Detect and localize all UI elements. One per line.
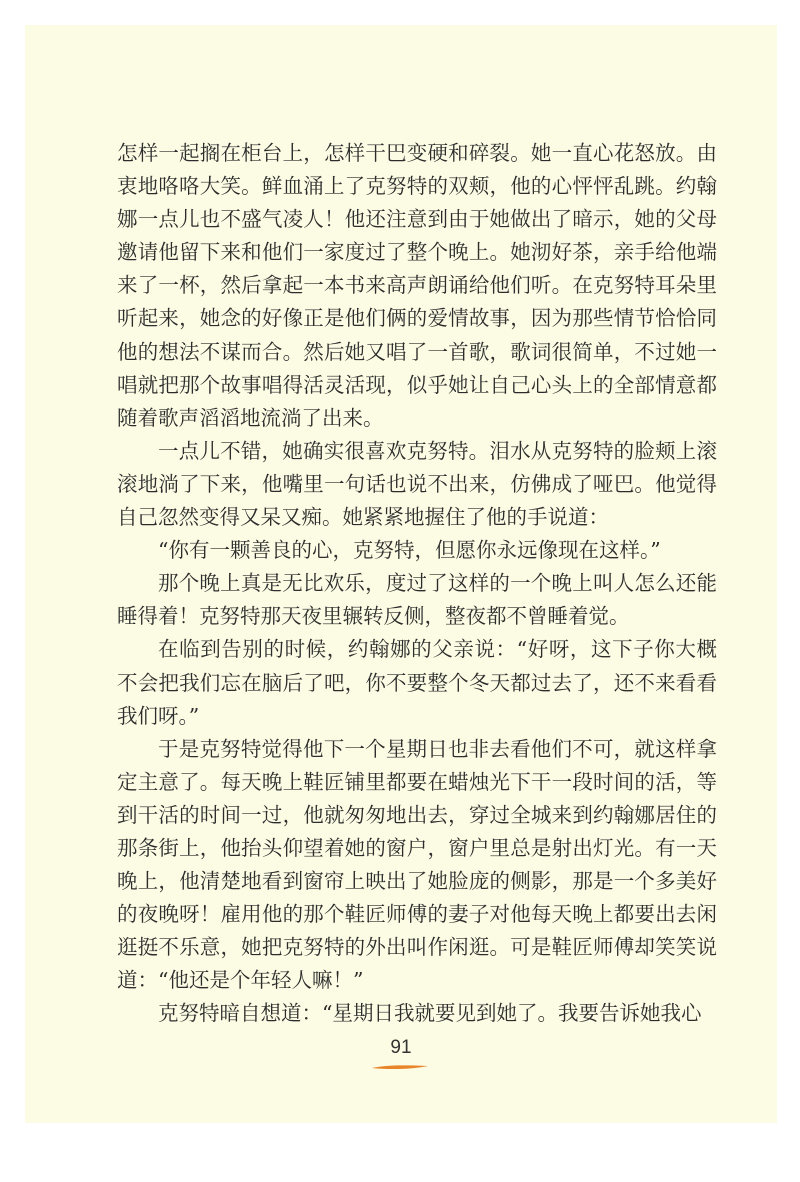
page-number: 91 (390, 1037, 412, 1058)
paragraph: 在临到告别的时候，约翰娜的父亲说：“好呀，这下子你大概不会把我们忘在脑后了吧，你不要整个冬天都过去了，还不来看看我们呀。” (117, 637, 717, 728)
brush-stroke-path (372, 1065, 428, 1069)
paragraph: 一点儿不错，她确实很喜欢克努特。泪水从克努特的脸颊上滚滚地淌了下来，他嘴里一句话也说不出来，仿佛成了哑巴。他觉得自己忽然变得又呆又痴。她紧紧地握住了他的手说道： (117, 438, 717, 530)
paragraph: 于是克努特觉得他下一个星期日也非去看他们不可，就这样拿定主意了。每天晚上鞋匠铺里都要在蜡烛光下干一段时间的活，等到干活的时间一过，他就匆匆地出去，穿过全城来到约翰娜居住的那条街上，他抬头仰望着她的窗户，窗户里总是射出灯光。有一天晚上，他清楚地看到窗帘上映出了她脸庞的侧影，那是一个多美好的夜晚呀！雇用他的那个鞋匠师傅的妻子对他每天晚上都要出去闲逛挺不乐意，她把克努特的外出叫作闲逛。可是鞋匠师傅却笑笑说道：“他还是个年轻人嘛！” (117, 736, 717, 993)
book-page (25, 25, 777, 1123)
body-text (117, 137, 717, 1031)
paragraph-continued: 怎样一起搁在柜台上，怎样干巴变硬和碎裂。她一直心花怒放。由衷地咯咯大笑。鲜血涌上了克努特的双颊，他的心怦怦乱跳。约翰娜一点儿也不盛气凌人！他还注意到由于她做出了暗示，她的父母邀请他留下来和他们一家度过了整个晚上。她沏好茶，亲手给他端来了一杯，然后拿起一本书来高声朗诵给他们听。在克努特耳朵里听起来，她念的好像正是他们俩的爱情故事，因为那些情节恰恰同他的想法不谋而合。然后她又唱了一首歌，歌词很简单，不过她一唱就把那个故事唱得活灵活现，似乎她让自己心头上的全部情意都随着歌声滔滔地流淌了出来。 (117, 141, 717, 430)
paragraph: 克努特暗自想道：“星期日我就要见到她了。我要告诉她我心 (158, 1001, 702, 1026)
paragraph: 那个晚上真是无比欢乐，度过了这样的一个晚上叫人怎么还能睡得着！克努特那天夜里辗转反侧，整夜都不曾睡着觉。 (117, 571, 717, 629)
brush-stroke-underline (370, 1063, 430, 1071)
paragraph-quote: “你有一颗善良的心，克努特，但愿你永远像现在这样。” (158, 538, 661, 563)
